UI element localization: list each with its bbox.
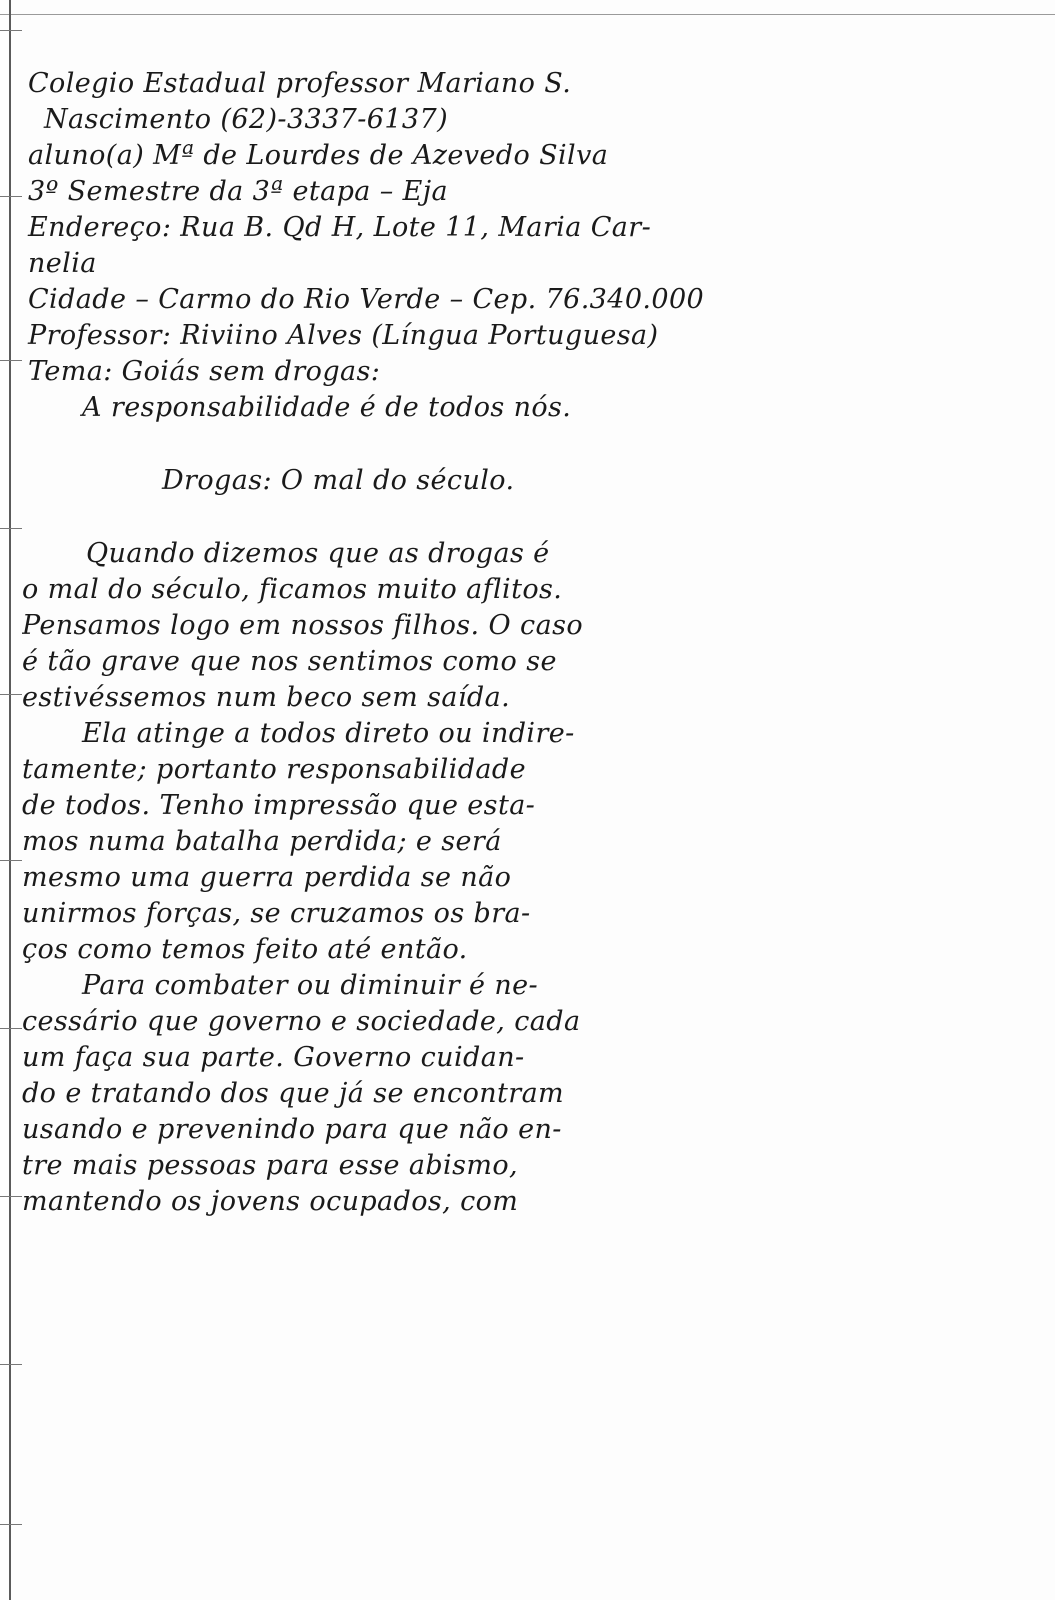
essay-line: mos numa batalha perdida; e será xyxy=(22,826,502,857)
essay-line: ços como temos feito até então. xyxy=(22,934,468,965)
essay-line: Pensamos logo em nossos filhos. O caso xyxy=(22,610,583,641)
header-semester: 3º Semestre da 3ª etapa – Eja xyxy=(28,176,448,207)
binder-mark xyxy=(0,30,22,31)
essay-line: usando e prevenindo para que não en- xyxy=(22,1114,562,1145)
binder-mark xyxy=(0,528,22,529)
essay-line: Para combater ou diminuir é ne- xyxy=(82,970,539,1001)
page-top-edge xyxy=(0,14,1055,15)
header-school-line1: Colegio Estadual professor Mariano S. xyxy=(28,68,572,99)
essay-line: tamente; portanto responsabilidade xyxy=(22,754,526,785)
essay-line: estivéssemos num beco sem saída. xyxy=(22,682,511,713)
essay-line: um faça sua parte. Governo cuidan- xyxy=(22,1042,525,1073)
essay-line: mesmo uma guerra perdida se não xyxy=(22,862,512,893)
binder-mark xyxy=(0,1524,22,1525)
essay-line: tre mais pessoas para esse abismo, xyxy=(22,1150,518,1181)
essay-line: unirmos forças, se cruzamos os bra- xyxy=(22,898,531,929)
essay-title: Drogas: O mal do século. xyxy=(162,465,515,496)
header-school-line2: Nascimento (62)-3337-6137) xyxy=(44,104,449,135)
header-address-line1: Endereço: Rua B. Qd H, Lote 11, Maria Car- xyxy=(28,212,652,243)
binder-mark xyxy=(0,1364,22,1365)
essay-line: cessário que governo e sociedade, cada xyxy=(22,1006,581,1037)
binder-mark xyxy=(0,1028,22,1029)
essay-line: Ela atinge a todos direto ou indire- xyxy=(82,718,575,749)
essay-line: de todos. Tenho impressão que esta- xyxy=(22,790,536,821)
binder-mark xyxy=(0,360,22,361)
essay-line: do e tratando dos que já se encontram xyxy=(22,1078,565,1109)
binder-mark xyxy=(0,694,22,695)
essay-line: Quando dizemos que as drogas é xyxy=(86,538,550,569)
header-teacher: Professor: Riviino Alves (Língua Portuguesa) xyxy=(28,320,659,351)
spacer xyxy=(22,502,1032,536)
spacer xyxy=(22,426,1032,460)
header-student: aluno(a) Mª de Lourdes de Azevedo Silva xyxy=(28,140,609,171)
page-text xyxy=(22,66,1032,1220)
essay-line: o mal do século, ficamos muito aflitos. xyxy=(22,574,563,605)
binder-mark xyxy=(0,860,22,861)
binder-mark xyxy=(0,196,22,197)
essay-line: é tão grave que nos sentimos como se xyxy=(22,646,557,677)
header-city: Cidade – Carmo do Rio Verde – Cep. 76.340.000 xyxy=(28,284,705,315)
header-theme-line2: A responsabilidade é de todos nós. xyxy=(82,392,572,423)
header-theme-line1: Tema: Goiás sem drogas: xyxy=(28,356,381,387)
header-address-line2: nelia xyxy=(28,248,97,279)
binder-mark xyxy=(0,1196,22,1197)
essay-line: mantendo os jovens ocupados, com xyxy=(22,1186,519,1217)
